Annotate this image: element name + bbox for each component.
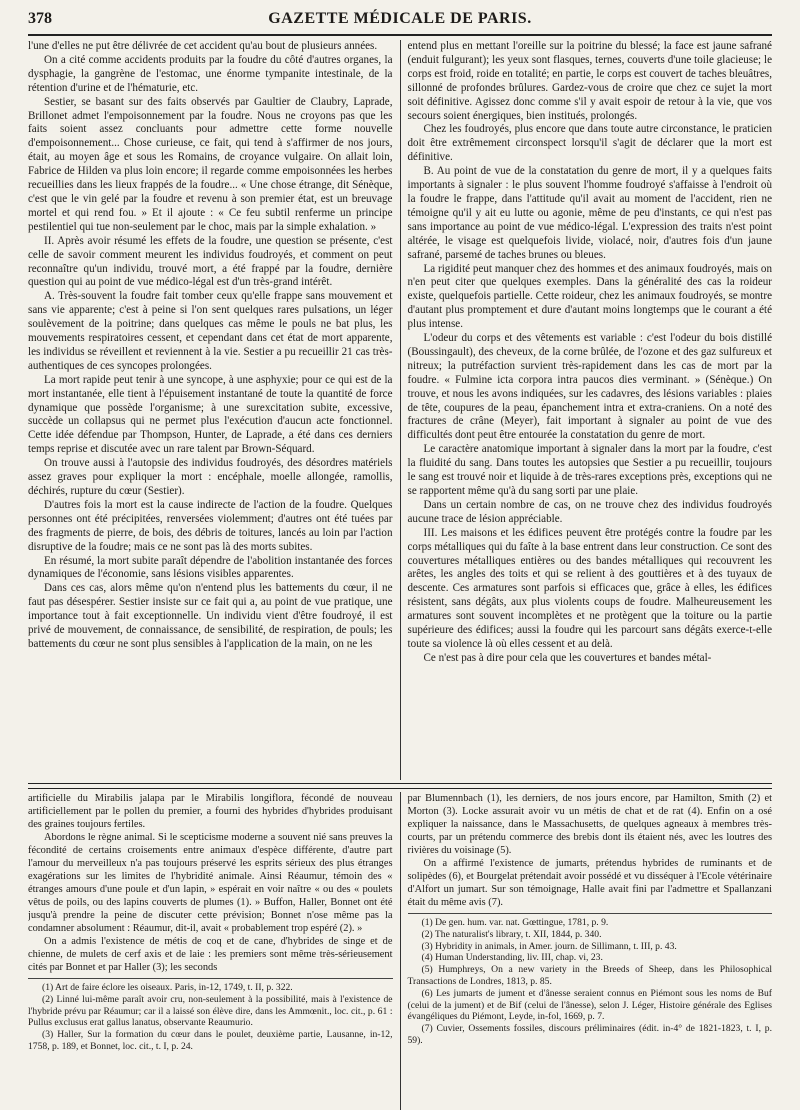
footnotes-right: [408, 913, 773, 1047]
footnote: (2) The naturalist's library, t. XII, 1844, p. 340.: [421, 928, 602, 940]
footnotes-left: [28, 978, 393, 1053]
paragraph: III. Les maisons et les édifices peuvent être protégés contre la foudre par les corps métalliques qui du faîte à la base entrent dans leur construction. Ce sont des couvertures métalliques entières ou des bandes métalliques qui recouvrent les arêtes, les angles des toits et qui se relient à des gouttières et à des tuyaux de descente. Ces armatures sont parfois si efficaces que, grâce à elles, les édifices résistent, sans dégâts, aux plus violents coups de foudre. Malheureusement les armatures sont souvent incomplètes et ne protègent que la toiture ou la partie supérieure des édifices; aussi la foudre qui les parcourt sans dégâts exerce-t-elle toute sa violence là où elles cessent et au delà.: [407, 526, 772, 650]
footnote: (1) De gen. hum. var. nat. Gœttingue, 1781, p. 9.: [421, 917, 609, 928]
lower-column-left: [28, 792, 400, 1110]
paragraph: La rigidité peut manquer chez des hommes et des animaux foudroyés, mais on n'en peut citer que quelques exemples. Dans la généralité des cas la roideur existe, quelquefois partielle. Cette roideur, chez les animaux foudroyés, se montre d'autant plus promptement et dure d'autant moins longtemps que le courant a été plus intense.: [407, 262, 772, 331]
paragraph: On trouve aussi à l'autopsie des individus foudroyés, des désordres matériels assez graves pour expliquer la mort : encéphale, moelle allongée, ramollis, déchirés, rupture du cœur (Sestier).: [28, 457, 393, 497]
footnote: (5) Humphreys, On a new variety in the Breeds of Sheep, dans les Philosophical Transactions de Londres, 1813, p. 85.: [407, 964, 772, 987]
lower-column-right: [400, 792, 773, 1110]
page-number: 378: [28, 10, 52, 27]
paragraph: D'autres fois la mort est la cause indirecte de l'action de la foudre. Quelques personnes ont été précipitées, renversées violemment; d'autres ont été tuées par des fragments de pierre, de bois, des débris de toitures, lancés au loin par l'action disruptive de la foudre; mais ce ne sont pas là des morts subites.: [28, 498, 393, 553]
article-column-right: [400, 40, 773, 780]
section-divider: [28, 783, 772, 789]
footnote: (7) Cuvier, Ossements fossiles, discours préliminaires (édit. in-4° de 1821-1823, t. I, p. 59).: [407, 1023, 772, 1046]
footnote: (1) Art de faire éclore les oiseaux. Paris, in-12, 1749, t. II, p. 322.: [42, 982, 293, 993]
paragraph: On a cité comme accidents produits par la foudre du côté d'autres organes, la dysphagie, la gangrène de l'estomac, une énorme tympanite intestinale, de la rétention d'urine et de l'hématurie, etc.: [28, 53, 393, 94]
paragraph: Ce n'est pas à dire pour cela que les couvertures et bandes métal-: [423, 651, 712, 664]
footnote: (4) Human Understanding, liv. III, chap. vi, 23.: [421, 952, 603, 964]
paragraph: II. Après avoir résumé les effets de la foudre, une question se présente, c'est celle de savoir comment meurent les individus foudroyés, et comment on peut reconnaître qu'un individu, trouvé mort, a été frappé par la foudre, dernière question qui au point de vue médico-légal est d'un très-grand intérêt.: [28, 234, 393, 289]
paragraph: Le caractère anatomique important à signaler dans la mort par la foudre, c'est la fluidité du sang. Dans toutes les autopsies que Sestier a pu recueillir, toujours le sang est trouvé noir et liquide à de très-rares exceptions près, exceptions qui ne se rapportent même qu'à du sang sorti par une plaie.: [407, 443, 772, 497]
lower-right-body: [408, 792, 773, 909]
paragraph: par Blumennbach (1), les derniers, de nos jours encore, par Hamilton, Smith (2) et Morton (3). Locke assurait avoir vu un métis de chat et de rat (4). Enfin on a osé expliquer la naissance, dans le Massachusetts, de quelques agneaux à membres très-courts, par un prétendu commerce des brebis dont ils étaient nés, avec les loutres des rivières du voisinage (5).: [407, 793, 772, 856]
paragraph: Abordons le règne animal. Si le scepticisme moderne a souvent nié sans preuves la fécondité de certains croisements entre animaux d'espèce différente, d'autre part l'amour du merveilleux n'a pas toujours préservé les esprits sérieux des plus étranges exagérations sur les limites de l'hybridité animale. Ainsi Réaumur, témoin des « étranges amours d'une poule et d'un lapin, » espérait en voir naître « ou des « poulets vêtus de poils, ou des lapins couverts de plumes (1). » Buffon, Haller, Bonnet ont été jusqu'à prendre la peine de discuter cette prévision; Bonnet n'ose même pas la condamner absolument : Réaumur, dit-il, avait « probablement trop espéré (2). »: [28, 832, 393, 934]
footnote: (2) Linné lui-même paraît avoir cru, non-seulement à la possibilité, mais à l'existence de l'hybride prévu par Réaumur; car il a laissé son élève dire, dans les Ammœnit., loc. cit., p. 61 : Pullus exclusus erat gallus lanatus, observante Reaumurio.: [28, 993, 393, 1029]
lower-left-body: [28, 792, 393, 974]
paragraph: Dans ces cas, alors même qu'on n'entend plus les battements du cœur, il ne faut pas désespérer. Sestier insiste sur ce fait qui a, au point de vue pratique, une importance tout à fait exceptionnelle. Un individu vient d'être foudroyé, il est privé de mouvement, de connaissance, de sensibilité, de respiration, de pouls; les battements du cœur ne sont plus sensibles à l'application de la main, on ne les: [28, 582, 393, 650]
article-lower-section: [28, 792, 772, 1110]
paragraph: On a affirmé l'existence de jumarts, prétendus hybrides de ruminants et de solipèdes (6), et Bourgelat prétendait avoir possédé et vu disséquer à l'Ecole vétérinaire d'Alfort un jumart. Sur son témoignage, Halle avait fini par l'admettre et Spallanzani était du même avis (7).: [407, 858, 772, 908]
footnote: (6) Les jumarts de jument et d'ânesse seraient connus en Piémont sous les noms de Buf (celui de la jument) et de Bif (celui de l'ânesse), selon J. Léger, Histoire générale des Eglises évangéliques du Piémont, Leyde, in-fol, 1669, p. 7.: [407, 987, 772, 1023]
paragraph: En résumé, la mort subite paraît dépendre de l'abolition instantanée des forces dynamiques de l'économie, sans lésions visibles apparentes.: [28, 554, 393, 581]
footnote: (3) Haller, Sur la formation du cœur dans le poulet, deuxième partie, Lausanne, in-12, 1758, p. 189, et Bonnet, loc. cit., t. I, p. 24.: [28, 1029, 393, 1052]
paragraph: A. Très-souvent la foudre fait tomber ceux qu'elle frappe sans mouvement et sans vie apparente; c'est à peine si l'on sent quelques rares pulsations, un léger soulèvement de la poitrine; dans quelques cas même le pouls ne bat plus, les mouvements respiratoires cessent, et cependant dans cet état de mort apparente, les individus se réveillent et reviennent à la vie. Sestier a pu recueillir 21 cas très-authentiques de ces syncopes prolongées.: [28, 290, 393, 372]
page-header: [28, 10, 772, 36]
paragraph: l'une d'elles ne put être délivrée de cet accident qu'au bout de plusieurs années.: [28, 40, 378, 52]
paragraph: entend plus en mettant l'oreille sur la poitrine du blessé; la face est jaune safrané (enduit fulgurant); les yeux sont flasques, ternes, couverts d'une toile glacieuse; le corps est froid, roide en totalité; en partie, le corps est couvert de taches bleuâtres, sillonné de profondes brûlures. Gardez-vous de croire que chez ce sujet la mort soit définitive. Agissez donc comme s'il y avait espoir de retour à la vie, que vos secours soient énergiques, bien institués, prolongés.: [407, 40, 772, 122]
paragraph: Chez les foudroyés, plus encore que dans toute autre circonstance, le praticien doit être extrêmement circonspect lorsqu'il s'agit de déclarer que la mort est définitive.: [407, 123, 772, 164]
article-column-left: [28, 40, 400, 780]
paragraph: Sestier, se basant sur des faits observés par Gaultier de Claubry, Laprade, Brillonet admet l'empoisonnement par la foudre. Nous ne croyons pas que les faits soient assez concluants pour admettre cette forme nouvelle d'empoisonnement... Chose curieuse, ce fait, qui tend à s'affirmer de nos jours, était, au moyen âge et sous les Romains, de croyance vulgaire. On allait loin, Fabrice de Hilden va plus loin encore; il regarde comme empoisonnées les herbes recueillies dans les lieux frappés de la foudre... « Une chose étrange, dit Sénèque, c'est que le vin gelé par la foudre et revenu à son premier état, est un breuvage mortel et qui rend fou. » Et il ajoute : « Ce feu subtil renferme un principe pestilentiel qui tue non-seulement par le choc, mais par la simple exhalation. »: [28, 95, 393, 233]
journal-title: GAZETTE MÉDICALE DE PARIS.: [268, 10, 532, 27]
paragraph: L'odeur du corps et des vêtements est variable : c'est l'odeur du bois distillé (Boussingault), des cheveux, de la corne brûlée, de l'ozone et des gaz sulfureux et nitreux; la putréfaction survient très-rapidement dans les cas de mort par la foudre. « Fulmine icta corpora intra paucos dies verminant. » (Sénèque.) On trouve, et nous les avons indiquées, sur les cadavres, des lésions variables : plaies de tête, coupures de la peau, épanchement intra et extra-craniens. On a noté des fractures de crâne (Meyer), fait important à signaler au point de vue des difficultés dont peut être entourée la constatation du genre de mort.: [407, 332, 772, 442]
paragraph: artificielle du Mirabilis jalapa par le Mirabilis longiflora, fécondé de nouveau artificiellement par le pollen du premier, a fourni des hybrides d'hybrides produisant des graines toujours fertiles.: [28, 793, 393, 830]
article-upper-section: [28, 40, 772, 780]
paragraph: B. Au point de vue de la constatation du genre de mort, il y a quelques faits importants à signaler : le plus souvent l'homme foudroyé s'affaisse à l'endroit où la foudre le frappe, dans l'attitude qu'il avait au moment de l'accident, rien ne témoigne qu'il y ait eu lutte ou agonie, même de peu d'instants, ce qui n'est pas sans importance au point de vue médico-légal. L'expression des traits n'est point altérée, le visage est quelquefois livide, violacé, noir, d'autres fois d'un jaune safrané, parsemé de taches brunes ou bleues.: [407, 165, 772, 261]
footnote: (3) Hybridity in animals, in Amer. journ. de Sillimann, t. III, p. 43.: [421, 940, 677, 952]
paragraph: Dans un certain nombre de cas, on ne trouve chez des individus foudroyés aucune trace de lésion appréciable.: [407, 498, 772, 525]
paragraph: La mort rapide peut tenir à une syncope, à une asphyxie; pour ce qui est de la mort instantanée, elle tient à l'épuisement instantané de toute la quantité de force dynamique que possède l'organisme; à une surexcitation subite, excessive, succède un collapsus qui ne permet plus l'exécution d'aucun acte fonctionnel. Cette idée défendue par Thompson, Hunter, de Laprade, a été dans ces derniers temps reprise et discutée avec un rare talent par Brown-Séquard.: [28, 373, 393, 456]
paragraph: On a admis l'existence de métis de coq et de cane, d'hybrides de singe et de chienne, de mulets de cerf axis et de laie : les premiers sont même très-sérieusement cités par Bonnet et par Haller (3); les seconds: [28, 936, 393, 973]
